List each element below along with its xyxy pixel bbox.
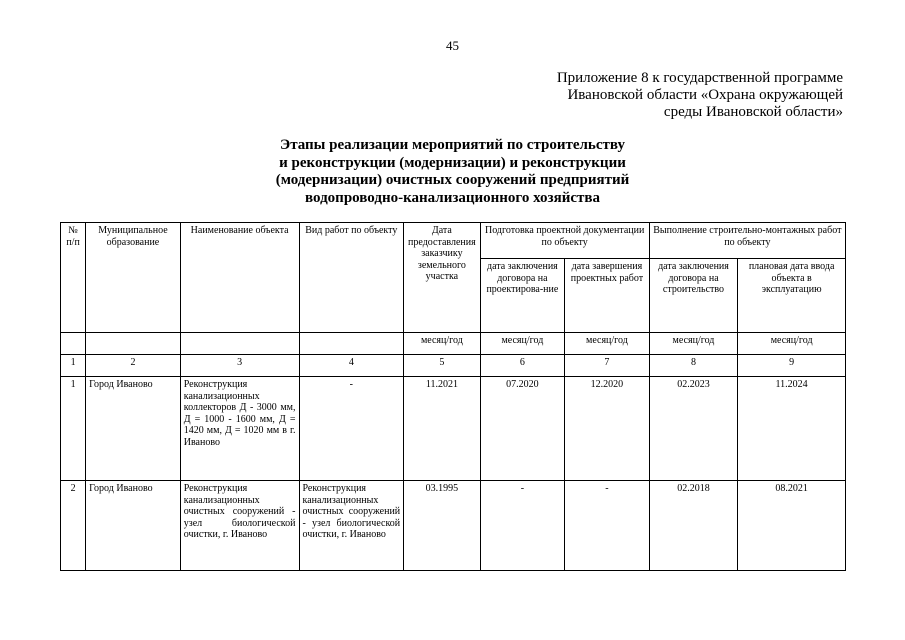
units-cell: месяц/год <box>480 333 565 355</box>
appendix-line: Приложение 8 к государственной программе <box>556 70 843 86</box>
row-object-name: Реконструкция канализационных очистных сооружений - узел биологической очистки, г. Иваново <box>180 481 299 571</box>
header-design-contract: дата заключения договора на проектирова-ние <box>480 259 565 333</box>
units-cell-empty <box>61 333 86 355</box>
appendix-line: Ивановской области «Охрана окружающей <box>567 87 843 103</box>
row-municipality: Город Иваново <box>86 481 181 571</box>
header-num: № п/п <box>61 223 86 333</box>
header-construction-group: Выполнение строительно-монтажных работ по объекту <box>649 223 845 259</box>
stages-table <box>60 222 846 571</box>
row-work-type: - <box>299 377 404 481</box>
units-cell-empty <box>180 333 299 355</box>
table-row <box>61 377 846 481</box>
row-commissioning: 08.2021 <box>738 481 846 571</box>
row-num: 2 <box>61 481 86 571</box>
row-land-date: 11.2021 <box>404 377 480 481</box>
header-work-type: Вид работ по объекту <box>299 223 404 333</box>
row-design-contract: - <box>480 481 565 571</box>
column-numbers-row <box>61 355 846 377</box>
column-number: 8 <box>649 355 738 377</box>
units-cell-empty <box>299 333 404 355</box>
column-number: 4 <box>299 355 404 377</box>
row-municipality: Город Иваново <box>86 377 181 481</box>
header-municipality: Муниципальное образование <box>86 223 181 333</box>
row-object-name: Реконструкция канализационных коллекторов Д - 3000 мм, Д = 1000 - 1600 мм, Д = 1420 мм, Д = 1020 мм в г. Иваново <box>180 377 299 481</box>
row-design-contract: 07.2020 <box>480 377 565 481</box>
table-header-row <box>61 223 846 259</box>
header-commissioning: плановая дата ввода объекта в эксплуатацию <box>738 259 846 333</box>
column-number: 5 <box>404 355 480 377</box>
column-number: 2 <box>86 355 181 377</box>
title-line: и реконструкции (модернизации) и реконструкции <box>279 154 626 171</box>
column-number: 9 <box>738 355 846 377</box>
row-design-end: - <box>565 481 650 571</box>
column-number: 1 <box>61 355 86 377</box>
document-title <box>0 137 905 207</box>
row-work-type: Реконструкция канализационных очистных сооружений - узел биологической очистки, г. Иваново <box>299 481 404 571</box>
appendix-note <box>557 70 843 121</box>
appendix-line: среды Ивановской области» <box>663 104 843 120</box>
header-construction-contract: дата заключения договора на строительство <box>649 259 738 333</box>
units-cell: месяц/год <box>738 333 846 355</box>
row-commissioning: 11.2024 <box>738 377 846 481</box>
row-land-date: 03.1995 <box>404 481 480 571</box>
header-object-name: Наименование объекта <box>180 223 299 333</box>
title-line: Этапы реализации мероприятий по строительству <box>280 137 625 153</box>
header-design-end: дата завершения проектных работ <box>565 259 650 333</box>
row-design-end: 12.2020 <box>565 377 650 481</box>
column-number: 7 <box>565 355 650 377</box>
title-line: (модернизации) очистных сооружений предприятий <box>275 172 630 188</box>
header-design-group: Подготовка проектной документации по объекту <box>480 223 649 259</box>
page-number: 45 <box>446 38 459 53</box>
row-construction-contract: 02.2018 <box>649 481 738 571</box>
units-cell: месяц/год <box>565 333 650 355</box>
title-line: водопроводно-канализационного хозяйства <box>305 189 600 206</box>
row-num: 1 <box>61 377 86 481</box>
table-row <box>61 481 846 571</box>
units-row <box>61 333 846 355</box>
column-number: 6 <box>480 355 565 377</box>
row-construction-contract: 02.2023 <box>649 377 738 481</box>
units-cell-empty <box>86 333 181 355</box>
units-cell: месяц/год <box>649 333 738 355</box>
header-land-date: Дата предоставления заказчику земельного участка <box>404 223 480 333</box>
column-number: 3 <box>180 355 299 377</box>
units-cell: месяц/год <box>404 333 480 355</box>
